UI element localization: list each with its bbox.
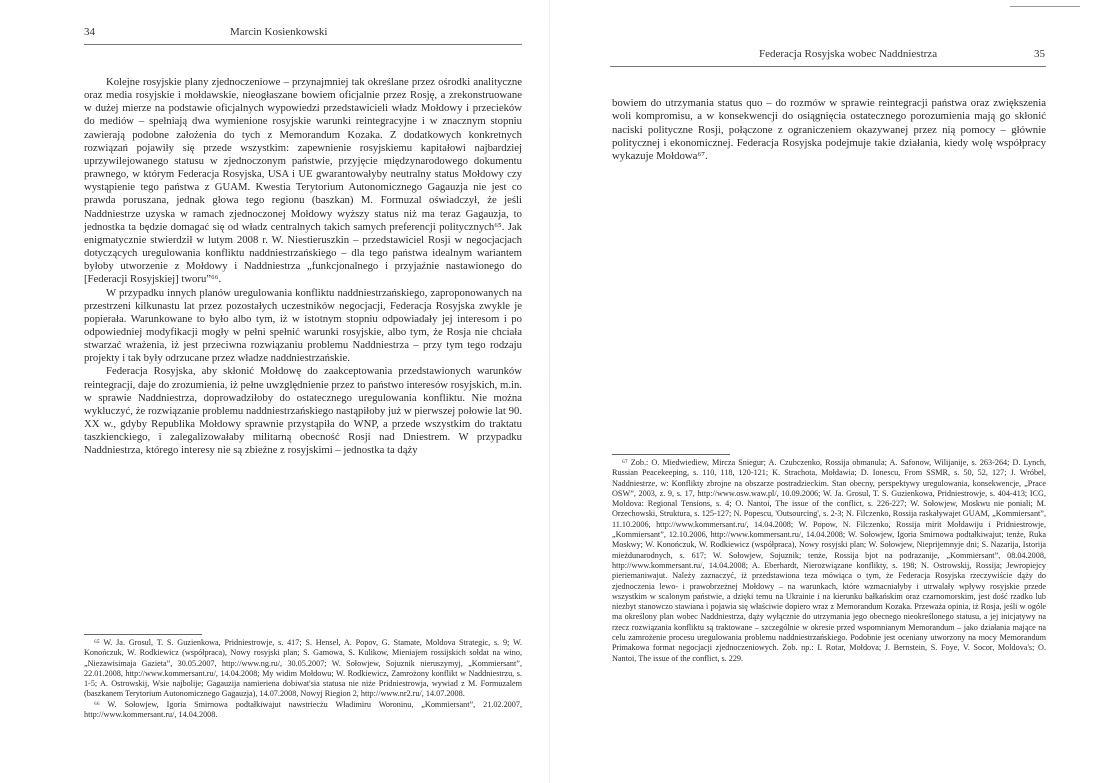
running-head-title: Federacja Rosyjska wobec Naddniestrza: [759, 48, 938, 60]
left-body-text: [84, 76, 522, 458]
footnote: ⁶⁶ W. Sołowjew, Igoria Smirnowa podtałkiwajut nawstriecżu Władimiru Woroninu, „Kommiersant”, 21.02.2007, http://www.kommersant.ru/, 14.04.2008.: [84, 699, 522, 720]
header-rule: [84, 44, 522, 45]
footnote-rule: [612, 454, 730, 455]
right-page-header: [610, 48, 1045, 66]
paragraph: Federacja Rosyjska, aby skłonić Mołdowę do zaakceptowania przedstawionych warunków reintegracji, daje do zrozumienia, iż pełne uwzględnienie przez to państwo interesów rosyjskich, m.in. w sprawie Naddniestrza, doprowadziłoby do ostatecznego uregulowania konfliktu. Nie można wykluczyć, że rozwiązanie problemu naddniestrzańskiego nastąpiłoby już w pierwszej połowie lat 90. XX w., gdyby Republika Mołdowy sprawnie przystąpiła do WNP, a przede wszystkim do traktatu taszkienckiego, i zalegalizowałaby militarną obecność Rosji nad Dniestrem. W przypadku Naddniestrza, którego interesy nie są zbieżne z rosyjskimi – jednostka ta dąży: [84, 365, 522, 457]
page-number: 35: [1034, 48, 1045, 60]
footnote: ⁶⁵ W. Ja. Grosul, T. S. Guzienkowa, Pridniestrowje, s. 417; S. Hensel, A. Popov, G. Stamate, Moldova Strategic, s. 9; W. Konończuk, W. Rodkiewicz (współpraca), Nowy rosyjski plan; S. Gamowa, S. Kulikow, Mieniajem rossijskich sołdat na winо, „Niezawisimaja Gazieta”, 30.05.2007, http://www.ng.ru/, 30.05.2007; W. Sołowjew, Sojuznik nieruszymyj, „Kommiersant”, 22.01.2008, http://www.kommersant.ru/, 14.04.2008; My widim Mołdowu; W. Rodkiewicz, Zamrożony konflikt w Naddniestrzu, s. 1-5; A. Ostrowskij, Wsie najbolije; Gagauzija namieriena dobiwat'sia statusa nie niże Pridniestrowja, wywiad z M. Formuzalem (baszkanem Terytorium Autonomicznego Gagauzja), 14.07.2008, Nowyj Riegion 2, http://www.nr2.ru/, 14.07.2008.: [84, 638, 522, 699]
right-footnotes: [612, 458, 1046, 664]
paragraph: bowiem do utrzymania status quo – do rozmów w sprawie reintegracji państwa oraz zwiększenia woli kompromisu, a w konsekwencji do osiągnięcia ostatecznego porozumienia mają go skłonić naciski polityczne Rosji, połączone z ograniczeniem okazywanej przez nią pomocy – głównie politycznej i ekonomicznej. Federacja Rosyjska podejmuje takie działania, kiedy wolę współpracy wykazuje Mołdowa⁶⁷.: [612, 97, 1046, 163]
paragraph: W przypadku innych planów uregulowania konfliktu naddniestrzańskiego, zaproponowanych na przestrzeni kilkunastu lat przez pozostałych uczestników negocjacji, Federacja Rosyjska zwykle je popierała. Warunkowane to było albo tym, iż w istotnym stopniu odpowiadały jej interesom i po odpowiedniej modyfikacji mogły w pełni spełnić warunki rosyjskie, albo tym, że Rosja nie chciała stwarzać wrażenia, iż jest przeciwna rozwiązaniu problemu Naddniestrza – przy tym tego rodzaju projekty i tak były odrzucane przez władze naddniestrzańskie.: [84, 286, 522, 365]
page-number: 34: [84, 26, 95, 38]
right-page: [550, 0, 1100, 783]
running-head-author: Marcin Kosienkowski: [230, 26, 328, 38]
right-body-text: [612, 97, 1046, 163]
left-page-header: [84, 26, 521, 44]
footnote-rule: [84, 634, 202, 635]
paragraph: Kolejne rosyjskie plany zjednoczeniowe – przynajmniej tak określane przez ośrodki analityczne oraz media rosyjskie i mołdawskie, nieogłaszane bowiem oficjalnie przez Rosję, a zrekonstruowane w dużej mierze na podstawie oficjalnych wypowiedzi przedstawicieli władz Mołdowy i przecieków do mediów – spełniają dwa wymienione rosyjskie warunki reintegracyjne i w znacznym stopniu zawierają podobne założenia do tych z Memorandum Kozaka. Z dodatkowych konkretnych rozwiązań pojawiły się przede wszystkim: zapewnienie rosyjskiemu kapitałowi najbardziej uprzywilejowanego statusu w zjednoczonym państwie, przyjęcie międzynarodowego dokumentu prawnego, w którym Federacja Rosyjska, USA i UE gwarantowałyby neutralny status Mołdowy czy wystąpienie tego państwa z GUAM. Kwestia Terytorium Autonomicznego Gagauzja nie jest co prawda poruszana, jednak głowa tego regionu (baszkan) M. Formuzal oświadczył, że jeśli Naddniestrze uzyska w ramach zjednoczonej Mołdowy wyższy status niż ma teraz Gagauzja, to jednostka ta będzie domagać się od władz centralnych takich samych preferencji politycznych⁶⁵. Jak enigmatycznie stwierdził w lutym 2008 r. W. Niestieruszkin – przedstawiciel Rosji w negocjacjach dotyczących uregulowania konfliktu naddniestrzańskiego – dla tego państwa idealnym wariantem byłoby utworzenie z Mołdowy i Naddniestrza „funkcjonalnego i przyjaźnie nastawionego do [Federacji Rosyjskiej] tworu”⁶⁶.: [84, 76, 522, 286]
left-footnotes: [84, 638, 522, 720]
footnote: ⁶⁷ Zob.: O. Miedwiediew, Mircza Sniegur; A. Czubczenko, Rossija obmanula; A. Safonow, Wilijanije, s. 263-264; D. Lynch, Russian Peacekeeping, s. 110, 118, 120-121; K. Strachota, Mołdawia; D. Ionescu, From SSMR, s. 50, 52, 127; J. Wróbel, Naddniestrze, w: Konflikty zbrojne na obszarze postradzieckim. Stan obecny, perspektywy uregulowania, konsekwencje, „Prace OSW”, 2003, z. 9, s. 17, http://www.osw.waw.pl/, 10.09.2006; W. Ja. Grosul, T. S. Guzienkowa, Pridniestrowje, s. 404-413; ICG, Moldova: Regional Tensions, s. 4; O. Nantoi, The issue of the conflict, s. 226-227; W. Sołowjew, Moskwu nie poniali; M. Orzechowski, Struktura, s. 125-127; N. Popescu, 'Outsourcing', s. 2-3; N. Filczenko, Rossija raskaływajet GUAM, „Kommiersant”, 11.10.2006, http://www.kommersant.ru/, 14.04.2008; W. Popow, N. Filczenko, Rossija mirit Mołdawiju i Pridniestrowje, „Kommiersant”, 12.10.2006, http://www.kommersant.ru/, 14.04.2008; W. Sołowjew, Igoria Smirnowa podtałkiwajut; tenże, Ruka Moskwy; W. Konończuk, W. Rodkiewicz (współpraca), Nowy rosyjski plan; W. Sołowjew, Nieprijemnyje dni; S. Nazarija, Istorija mieżdunarodnych, s. 617; W. Sołowjew, Sojuznik; tenże, Rossija bjot na podrazanije, „Kommiersant”, 08.04.2008, http://www.kommersant.ru/, 14.04.2008; A. Eberhardt, Nierozwiązane konflikty, s. 198; N. Ostrowskij, Rossija; Jewropiejcy pieriemaniwajut. Należy zaznaczyć, iż przedstawiona teza mówiąca o tym, że Federacja Rosyjska rzeczywiście dąży do zjednoczenia lewo- i prawobrzeżnej Mołdowy – na warunkach, które wzmacniałyby i utrwalały wpływy rosyjskie przede wszystkim w scalonym państwie, a dzięki temu na Ukrainie i na kierunku bałkańskim oraz czarnomorskim, jest dość rzadko lub niezbyt stanowczo stawiana i pojawia się właściwie dopiero wraz z Memorandum Kozaka. Przeważa opinia, iż Rosja, jeśli w ogóle ma określony plan wobec Naddniestrza, dąży wyłącznie do utrzymania jego obecnego nieokreślonego statusu, a jej inicjatywy na rzecz rozwiązania konfliktu są traktowane – szczególnie w okresie przed wspomnianym Memorandum – jako działania mające na celu zamrożenie procesu uregulowania problemu naddniestrzańskiego. Podobnie jest oceniany utworzony na mocy Memorandum Primakowa format negocjacji zjednoczeniowych. Zob. np.: I. Rotar, Mołdova; J. Bernstein, S. Foye, V. Socor, Moldova's; O. Nantoi, The issue of the conflict, s. 229.: [612, 458, 1046, 663]
header-rule: [610, 66, 1046, 67]
